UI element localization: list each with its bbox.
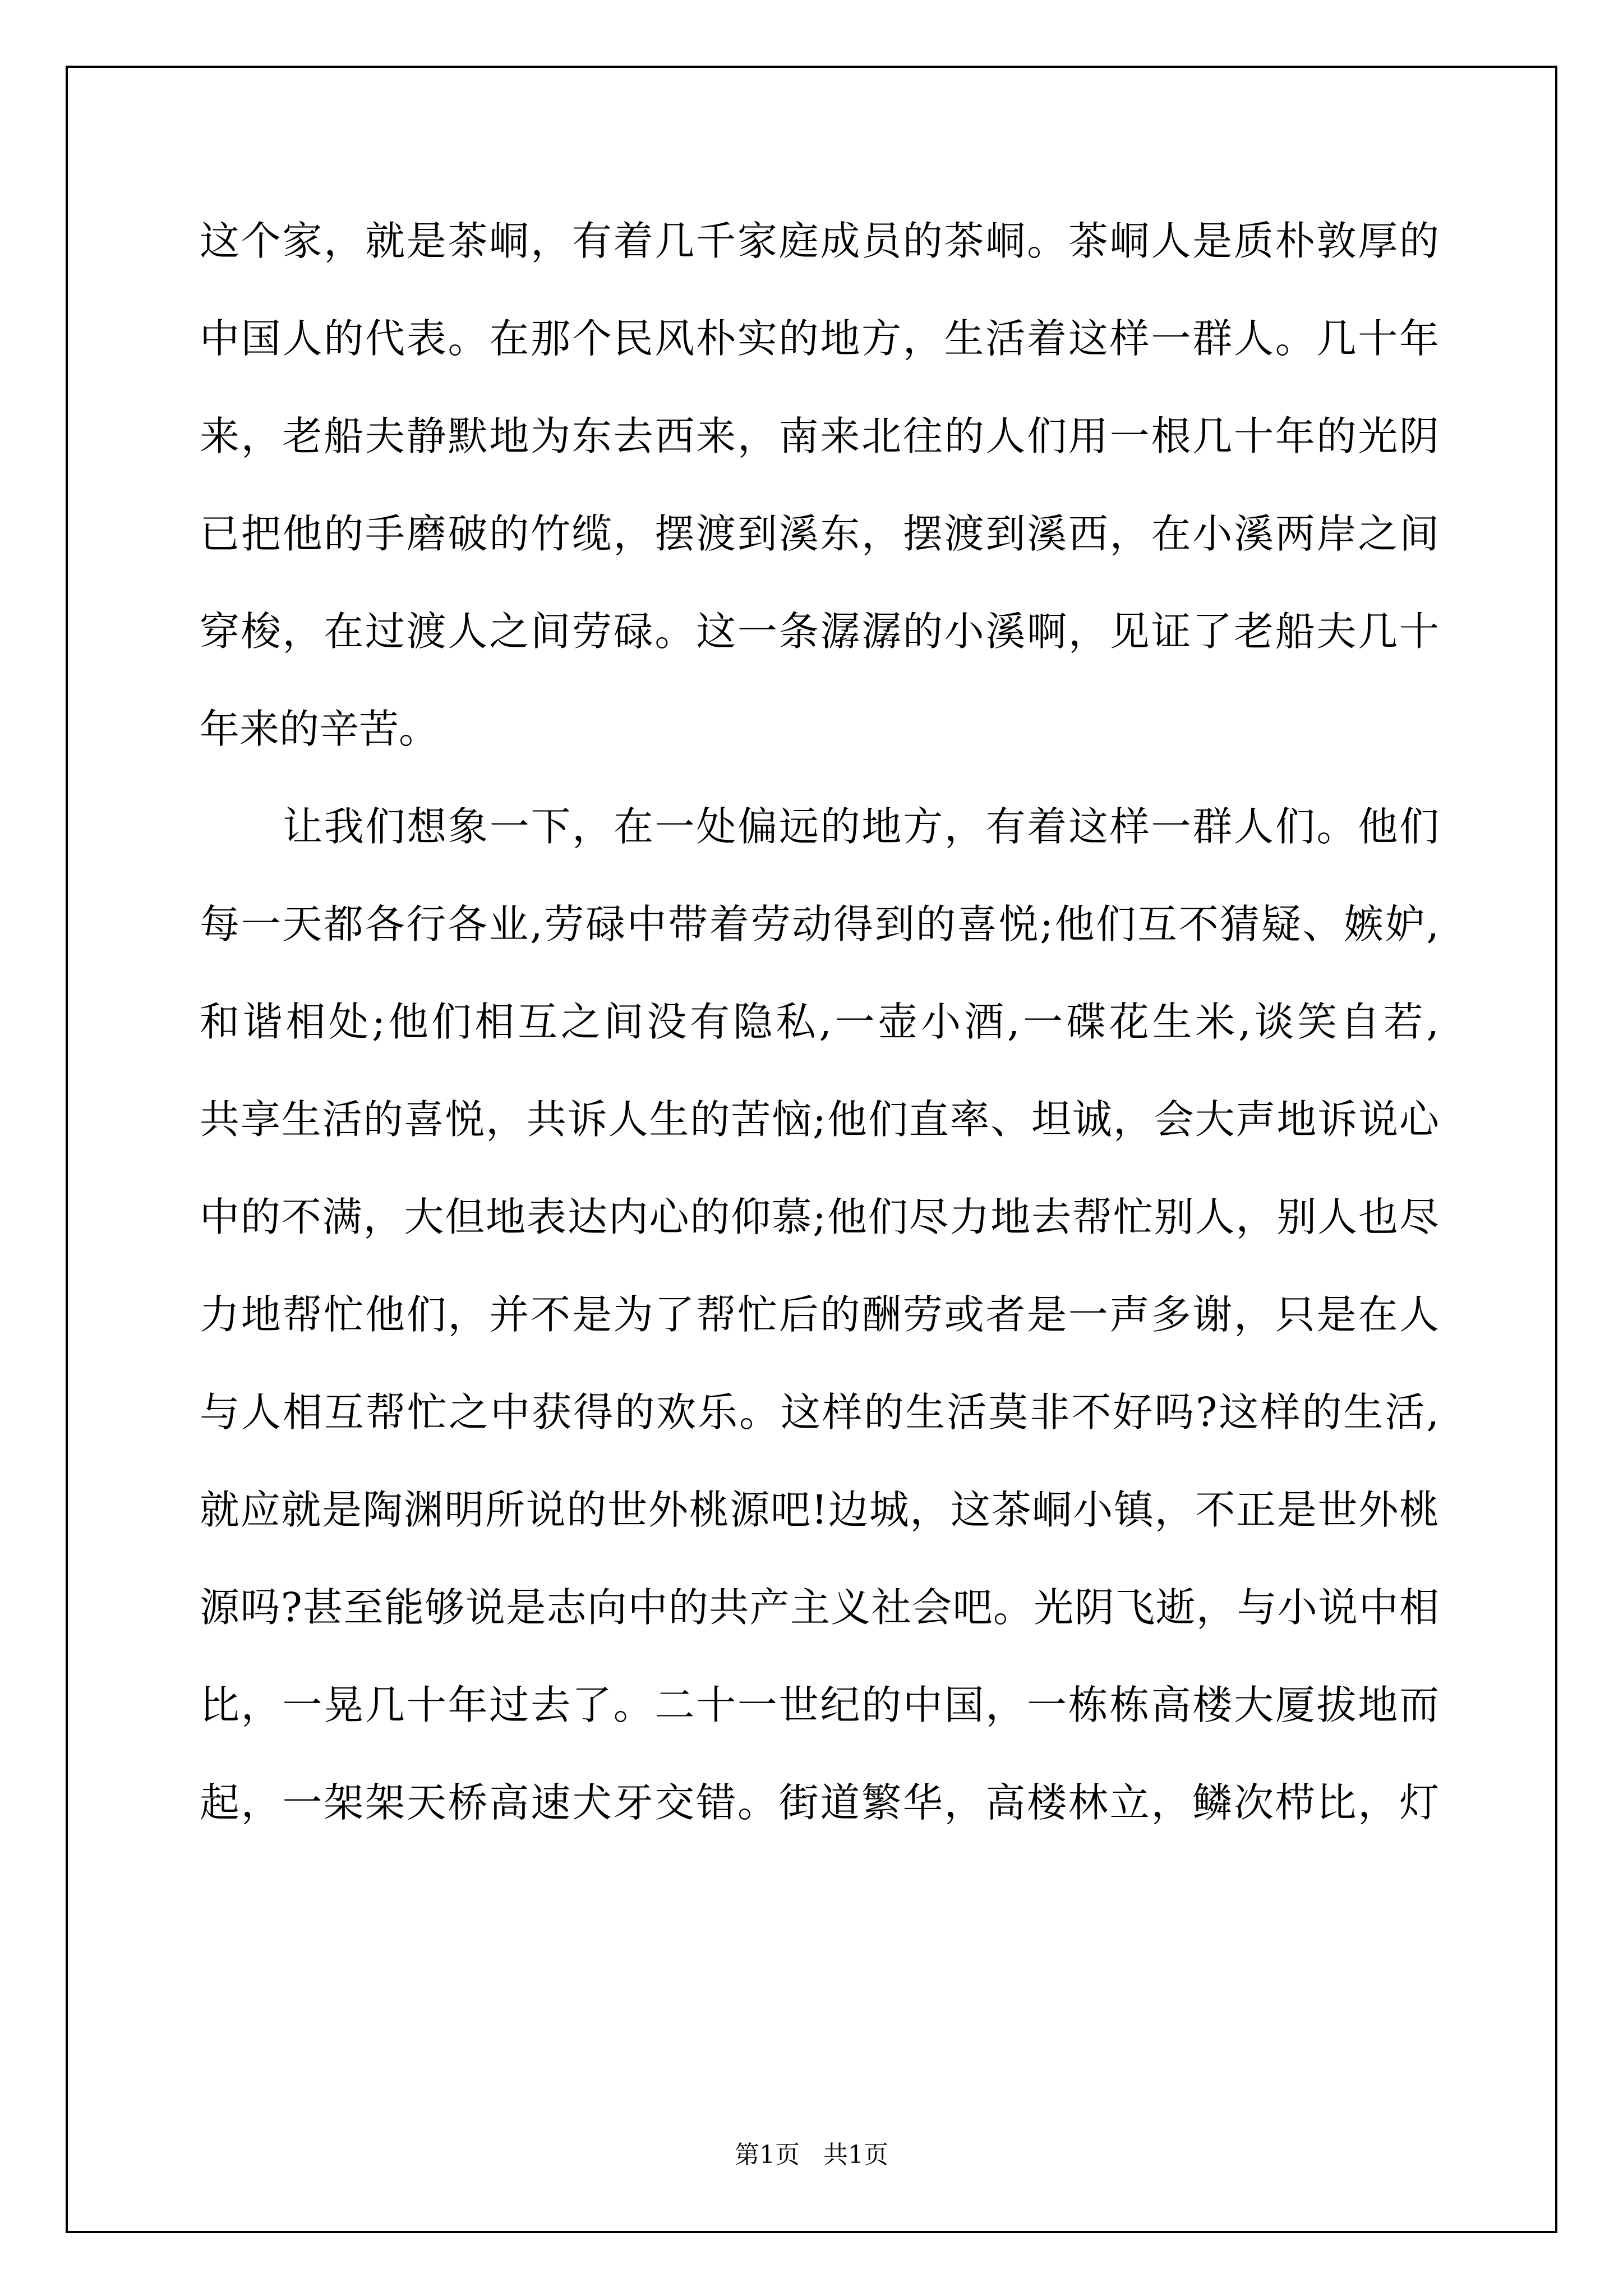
text-line: 源吗?甚至能够说是志向中的共产主义社会吧。光阴飞逝，与小说中相 [200, 1584, 1439, 1631]
text-line: 每一天都各行各业,劳碌中带着劳动得到的喜悦;他们互不猜疑、嫉妒, [200, 901, 1439, 947]
text-line: 和谐相处;他们相互之间没有隐私,一壶小酒,一碟花生米,谈笑自若, [200, 999, 1439, 1045]
text-line: 穿梭，在过渡人之间劳碌。这一条潺潺的小溪啊，见证了老船夫几十 [200, 608, 1439, 655]
text-line: 共享生活的喜悦，共诉人生的苦恼;他们直率、坦诚，会大声地诉说心 [200, 1096, 1439, 1143]
text-line: 力地帮忙他们，并不是为了帮忙后的酬劳或者是一声多谢，只是在人 [200, 1291, 1439, 1338]
text-line: 与人相互帮忙之中获得的欢乐。这样的生活莫非不好吗?这样的生活, [200, 1389, 1439, 1435]
document-body [200, 219, 1439, 1878]
text-line: 已把他的手磨破的竹缆，摆渡到溪东，摆渡到溪西，在小溪两岸之间 [200, 510, 1439, 557]
text-line: 中国人的代表。在那个民风朴实的地方，生活着这样一群人。几十年 [200, 315, 1439, 362]
text-line: 中的不满，大但地表达内心的仰慕;他们尽力地去帮忙别人，别人也尽 [200, 1194, 1439, 1240]
paragraph-first-line: 让我们想象一下，在一处偏远的地方，有着这样一群人们。他们 [283, 803, 1439, 850]
text-line: 比，一晃几十年过去了。二十一世纪的中国，一栋栋高楼大厦拔地而 [200, 1682, 1439, 1728]
text-line: 年来的辛苦。 [200, 706, 439, 752]
page-number-footer: 第1页 共1页 [735, 2141, 888, 2169]
text-line: 这个家，就是茶峒，有着几千家庭成员的茶峒。茶峒人是质朴敦厚的 [200, 218, 1439, 264]
text-line: 就应就是陶渊明所说的世外桃源吧!边城，这茶峒小镇，不正是世外桃 [200, 1487, 1439, 1533]
text-line: 来，老船夫静默地为东去西来，南来北往的人们用一根几十年的光阴 [200, 413, 1439, 459]
text-line: 起，一架架天桥高速犬牙交错。街道繁华，高楼林立，鳞次栉比，灯 [200, 1779, 1439, 1826]
